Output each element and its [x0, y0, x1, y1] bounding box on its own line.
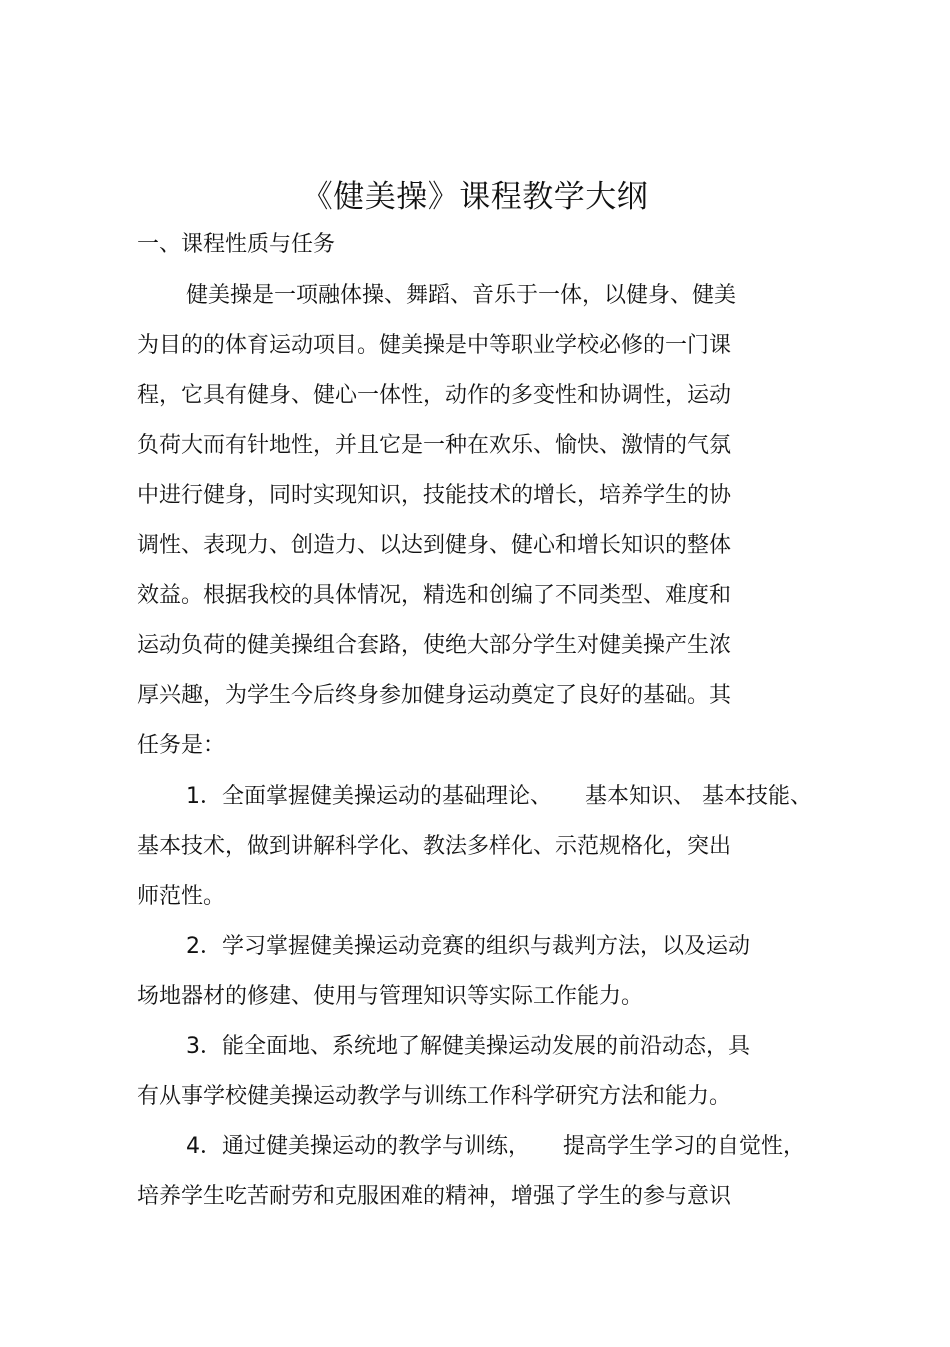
list-item-line: 1．全面掌握健美操运动的基础理论、 基本知识、 基本技能、	[186, 784, 812, 809]
paragraph-line: 中进行健身，同时实现知识，技能技术的增长，培养学生的协	[137, 483, 732, 508]
list-item-line: 3．能全面地、系统地了解健美操运动发展的前沿动态，具	[186, 1034, 750, 1059]
list-item-line: 师范性。	[137, 884, 226, 909]
paragraph-line: 任务是：	[137, 733, 226, 758]
list-item-line: 场地器材的修建、使用与管理知识等实际工作能力。	[137, 984, 644, 1009]
paragraph-line: 健美操是一项融体操、舞蹈、音乐于一体，以健身、健美	[186, 283, 737, 308]
document-title: 《健美操》课程教学大纲	[301, 179, 649, 215]
section-heading: 一、课程性质与任务	[137, 232, 336, 257]
list-item-line: 4．通过健美操运动的教学与训练， 提高学生学习的自觉性，	[186, 1134, 805, 1159]
paragraph-line: 调性、表现力、创造力、以达到健身、健心和增长知识的整体	[137, 533, 732, 558]
paragraph-line: 厚兴趣，为学生今后终身参加健身运动奠定了良好的基础。其	[137, 683, 732, 708]
list-item-line: 培养学生吃苦耐劳和克服困难的精神，增强了学生的参与意识	[137, 1184, 732, 1209]
list-item-line: 有从事学校健美操运动教学与训练工作科学研究方法和能力。	[137, 1084, 732, 1109]
paragraph-line: 效益。根据我校的具体情况，精选和创编了不同类型、难度和	[137, 583, 732, 608]
paragraph-line: 运动负荷的健美操组合套路，使绝大部分学生对健美操产生浓	[137, 633, 732, 658]
list-item-line: 2．学习掌握健美操运动竞赛的组织与裁判方法，以及运动	[186, 934, 750, 959]
paragraph-line: 为目的的体育运动项目。健美操是中等职业学校必修的一门课	[137, 333, 732, 358]
paragraph-line: 负荷大而有针地性，并且它是一种在欢乐、愉快、激情的气氛	[137, 433, 732, 458]
list-item-line: 基本技术，做到讲解科学化、教法多样化、示范规格化，突出	[137, 834, 732, 859]
paragraph-line: 程，它具有健身、健心一体性，动作的多变性和协调性，运动	[137, 383, 732, 408]
